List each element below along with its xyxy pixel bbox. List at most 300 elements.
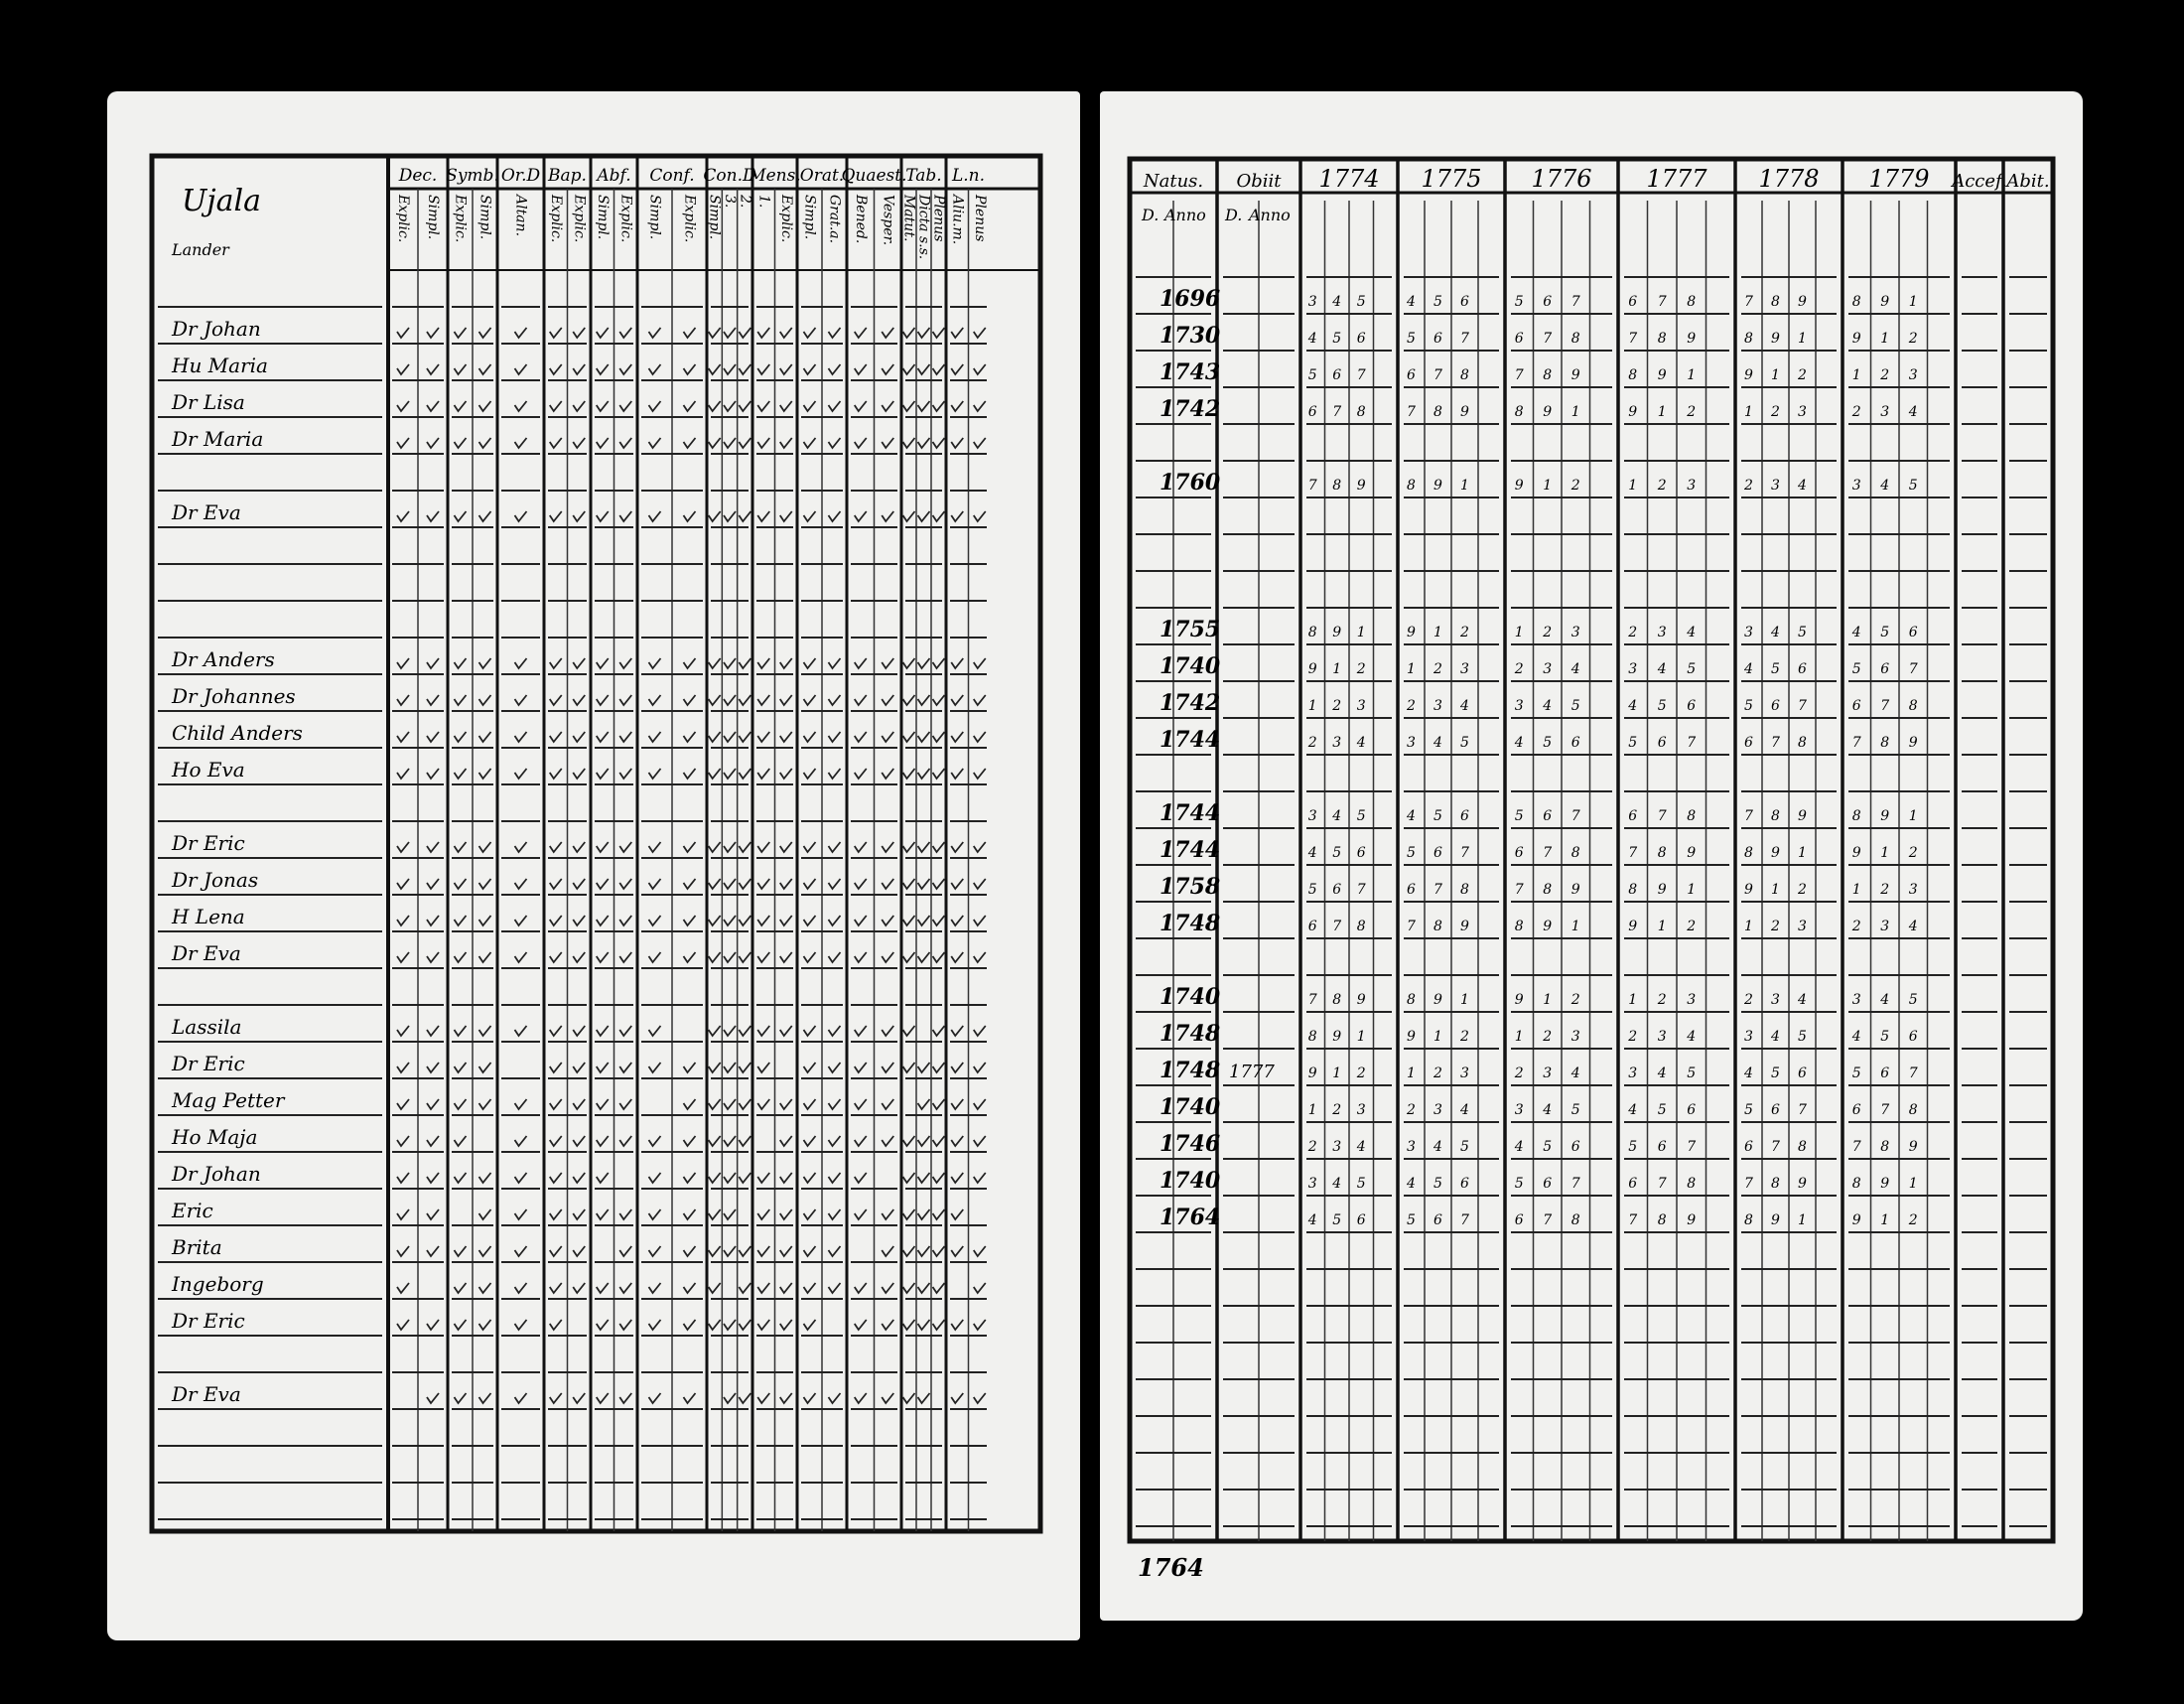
period-figure: 2 (1687, 919, 1697, 934)
tally-mark (427, 1173, 439, 1183)
period-figure: 3 (1433, 698, 1442, 714)
period-figure: 7 (1460, 331, 1469, 347)
period-figure: 8 (1628, 882, 1638, 898)
tally-mark (780, 732, 792, 742)
period-figure: 5 (1570, 698, 1580, 714)
tally-mark (597, 364, 609, 374)
tally-mark (724, 1026, 736, 1036)
tally-mark (479, 842, 491, 852)
tally-mark (455, 1099, 467, 1109)
period-figure: 2 (1628, 1029, 1638, 1045)
period-figure: 3 (1433, 1102, 1442, 1118)
tally-mark (455, 511, 467, 521)
tally-mark (882, 1209, 893, 1219)
tally-mark (619, 952, 631, 962)
tally-mark (757, 1063, 769, 1072)
period-figure: 3 (1514, 698, 1524, 714)
tally-mark (951, 916, 963, 925)
period-figure: 3 (1407, 1139, 1416, 1155)
tally-mark (597, 328, 609, 338)
person-name: Ho Eva (172, 758, 245, 781)
period-figure: 9 (1543, 404, 1553, 420)
tally-mark (951, 401, 963, 411)
tally-mark (649, 328, 661, 338)
period-figure: 3 (1307, 808, 1317, 824)
period-figure: 1 (1433, 625, 1442, 640)
tally-mark (455, 401, 467, 411)
period-figure: 7 (1744, 1176, 1753, 1192)
period-figure: 4 (1628, 1102, 1638, 1118)
period-figure: 7 (1514, 882, 1524, 898)
tally-mark (427, 1063, 439, 1072)
tally-mark (780, 879, 792, 889)
tally-mark (619, 1320, 631, 1330)
period-figure: 5 (1798, 625, 1807, 640)
tally-mark (550, 1320, 562, 1330)
tally-mark (882, 438, 893, 448)
tally-mark (804, 769, 816, 779)
tally-mark (951, 511, 963, 521)
tally-mark (855, 1026, 867, 1036)
tally-mark (933, 769, 945, 779)
period-figure: 1 (1657, 404, 1667, 420)
period-figure: 3 (1514, 1102, 1524, 1118)
period-figure: 1 (1798, 1212, 1807, 1228)
period-figure: 9 (1433, 478, 1442, 494)
period-figure: 4 (1332, 808, 1342, 824)
period-figure: 1 (1407, 1065, 1416, 1081)
header-sub-label: Altan. (512, 195, 529, 237)
tally-mark (515, 328, 527, 338)
period-figure: 2 (1687, 404, 1697, 420)
period-figure: 5 (1657, 1102, 1667, 1118)
tally-mark (515, 842, 527, 852)
period-figure: 7 (1880, 1102, 1890, 1118)
tally-mark (427, 1099, 439, 1109)
tally-mark (804, 952, 816, 962)
tally-mark (427, 695, 439, 705)
period-figure: 6 (1657, 1139, 1667, 1155)
person-name: Dr Anders (172, 647, 275, 671)
period-figure: 1 (1908, 294, 1918, 310)
period-figure: 9 (1407, 1029, 1416, 1045)
tally-mark (724, 1209, 736, 1219)
tally-mark (804, 1283, 816, 1293)
period-figure: 9 (1798, 294, 1807, 310)
period-figure: 7 (1908, 1065, 1918, 1081)
tally-mark (684, 952, 696, 962)
tally-mark (757, 438, 769, 448)
period-figure: 4 (1851, 625, 1861, 640)
tally-mark (757, 401, 769, 411)
period-figure: 3 (1543, 1065, 1553, 1081)
tally-mark (933, 1320, 945, 1330)
period-figure: 8 (1433, 404, 1442, 420)
tally-mark (933, 1283, 945, 1293)
tally-mark (933, 916, 945, 925)
tally-mark (515, 952, 527, 962)
tally-mark (724, 1099, 736, 1109)
sub-header-label: D. (1225, 206, 1243, 224)
period-figure: 6 (1744, 1139, 1753, 1155)
tally-mark (780, 1209, 792, 1219)
tally-mark (780, 364, 792, 374)
tally-mark (619, 328, 631, 338)
header-top-label: 1779 (1868, 165, 1930, 193)
tally-mark (709, 401, 721, 411)
tally-mark (550, 769, 562, 779)
birth-year: 1744 (1160, 800, 1221, 826)
tally-mark (780, 1173, 792, 1183)
tally-mark (903, 1320, 915, 1330)
tally-mark (597, 1099, 609, 1109)
period-figure: 7 (1570, 294, 1580, 310)
tally-mark (804, 732, 816, 742)
period-figure: 2 (1908, 331, 1918, 347)
tally-mark (550, 658, 562, 668)
period-figure: 7 (1332, 919, 1342, 934)
period-figure: 3 (1798, 404, 1807, 420)
tally-mark (724, 1246, 736, 1256)
period-figure: 2 (1744, 478, 1753, 494)
tally-mark (479, 769, 491, 779)
tally-mark (882, 732, 893, 742)
period-figure: 2 (1332, 698, 1342, 714)
tally-mark (882, 916, 893, 925)
tally-mark (649, 1246, 661, 1256)
tally-mark (397, 511, 409, 521)
tally-mark (397, 658, 409, 668)
tally-mark (918, 401, 930, 411)
period-figure: 1 (1407, 661, 1416, 677)
period-figure: 3 (1908, 367, 1918, 383)
period-figure: 3 (1628, 661, 1638, 677)
tally-mark (619, 401, 631, 411)
period-figure: 8 (1407, 992, 1416, 1008)
tally-mark (918, 1063, 930, 1072)
tally-mark (757, 364, 769, 374)
tally-mark (757, 511, 769, 521)
tally-mark (918, 1393, 930, 1403)
tally-mark (397, 1136, 409, 1146)
period-figure: 9 (1771, 1212, 1780, 1228)
tally-mark (974, 1026, 986, 1036)
period-figure: 3 (1744, 625, 1753, 640)
tally-mark (397, 401, 409, 411)
tally-mark (855, 695, 867, 705)
period-figure: 3 (1460, 661, 1469, 677)
period-figure: 7 (1628, 845, 1638, 861)
tally-mark (757, 1026, 769, 1036)
tally-mark (780, 1099, 792, 1109)
tally-mark (739, 916, 751, 925)
tally-mark (427, 1026, 439, 1036)
tally-mark (479, 438, 491, 448)
tally-mark (550, 401, 562, 411)
period-figure: 5 (1798, 1029, 1807, 1045)
tally-mark (780, 438, 792, 448)
person-name: Dr Eva (172, 1382, 241, 1406)
tally-mark (918, 1099, 930, 1109)
header-top-label: Orat. (799, 166, 845, 186)
tally-mark (479, 364, 491, 374)
period-figure: 6 (1687, 1102, 1697, 1118)
period-figure: 4 (1687, 1029, 1697, 1045)
period-figure: 8 (1657, 331, 1667, 347)
period-figure: 1 (1356, 625, 1366, 640)
tally-mark (397, 952, 409, 962)
period-figure: 7 (1407, 404, 1416, 420)
period-figure: 9 (1356, 992, 1366, 1008)
tally-mark (903, 1026, 915, 1036)
parish-label: Ujala (182, 184, 261, 218)
period-figure: 2 (1851, 404, 1861, 420)
header-top-label: 1778 (1758, 165, 1820, 193)
period-figure: 7 (1543, 1212, 1553, 1228)
period-figure: 1 (1460, 478, 1469, 494)
tally-mark (903, 1393, 915, 1403)
header-sub-label: Simpl. (706, 195, 723, 240)
tally-mark (455, 879, 467, 889)
tally-mark (951, 769, 963, 779)
period-figure: 5 (1628, 1139, 1638, 1155)
period-figure: 9 (1356, 478, 1366, 494)
period-figure: 5 (1880, 625, 1890, 640)
tally-mark (550, 511, 562, 521)
tally-mark (649, 1320, 661, 1330)
header-sub-label: 1. (755, 195, 772, 209)
period-figure: 4 (1460, 698, 1469, 714)
period-figure: 6 (1570, 735, 1580, 751)
period-figure: 5 (1433, 1176, 1442, 1192)
tally-mark (597, 732, 609, 742)
tally-mark (974, 364, 986, 374)
period-figure: 7 (1460, 845, 1469, 861)
tally-mark (573, 1173, 585, 1183)
tally-mark (882, 842, 893, 852)
tally-mark (855, 952, 867, 962)
tally-mark (455, 1173, 467, 1183)
header-sub-label: Explic. (547, 195, 564, 243)
period-figure: 2 (1570, 478, 1580, 494)
period-figure: 7 (1657, 1176, 1667, 1192)
period-figure: 5 (1851, 1065, 1861, 1081)
tally-mark (550, 842, 562, 852)
tally-mark (933, 328, 945, 338)
tally-mark (455, 364, 467, 374)
tally-mark (397, 769, 409, 779)
period-figure: 9 (1851, 1212, 1861, 1228)
period-figure: 4 (1657, 661, 1667, 677)
period-figure: 9 (1628, 404, 1638, 420)
period-figure: 8 (1543, 367, 1553, 383)
header-top-label: 1777 (1646, 165, 1707, 193)
period-figure: 8 (1570, 845, 1580, 861)
period-figure: 1 (1570, 919, 1580, 934)
period-figure: 6 (1543, 1176, 1553, 1192)
birth-year: 1696 (1160, 286, 1221, 312)
tally-mark (479, 1099, 491, 1109)
tally-mark (709, 1026, 721, 1036)
tally-mark (974, 658, 986, 668)
period-figure: 7 (1570, 808, 1580, 824)
tally-mark (427, 732, 439, 742)
tally-mark (757, 1320, 769, 1330)
period-figure: 7 (1851, 735, 1861, 751)
tally-mark (573, 769, 585, 779)
tally-mark (649, 438, 661, 448)
tally-mark (597, 695, 609, 705)
tally-mark (550, 1026, 562, 1036)
period-figure: 6 (1657, 735, 1667, 751)
tally-mark (649, 879, 661, 889)
period-figure: 9 (1570, 367, 1580, 383)
tally-mark (709, 952, 721, 962)
tally-mark (933, 1063, 945, 1072)
period-figure: 4 (1657, 1065, 1667, 1081)
period-figure: 1 (1570, 404, 1580, 420)
tally-mark (903, 658, 915, 668)
birth-year: 1748 (1160, 911, 1221, 936)
header-top-label: 1774 (1318, 165, 1380, 193)
tally-mark (649, 1136, 661, 1146)
birth-year: 1740 (1160, 984, 1221, 1010)
tally-mark (619, 879, 631, 889)
tally-mark (597, 401, 609, 411)
tally-mark (619, 732, 631, 742)
header-top-label: Mens. (749, 166, 801, 186)
tally-mark (573, 1063, 585, 1072)
period-figure: 1 (1908, 808, 1918, 824)
tally-mark (780, 1283, 792, 1293)
tally-mark (550, 1063, 562, 1072)
tally-mark (684, 364, 696, 374)
tally-mark (855, 1393, 867, 1403)
period-figure: 8 (1908, 698, 1918, 714)
tally-mark (427, 879, 439, 889)
tally-mark (427, 1209, 439, 1219)
period-figure: 5 (1332, 1212, 1342, 1228)
tally-mark (829, 1099, 841, 1109)
tally-mark (550, 1173, 562, 1183)
tally-mark (951, 328, 963, 338)
tally-mark (709, 879, 721, 889)
tally-mark (597, 1209, 609, 1219)
tally-mark (855, 879, 867, 889)
period-figure: 1 (1332, 1065, 1342, 1081)
tally-mark (918, 1136, 930, 1146)
tally-mark (974, 511, 986, 521)
person-name: Eric (172, 1199, 213, 1222)
tally-mark (427, 438, 439, 448)
tally-mark (597, 1393, 609, 1403)
period-figure: 9 (1570, 882, 1580, 898)
period-figure: 2 (1880, 367, 1890, 383)
tally-mark (739, 952, 751, 962)
period-figure: 5 (1908, 992, 1918, 1008)
period-figure: 5 (1744, 698, 1753, 714)
tally-mark (515, 1393, 527, 1403)
period-figure: 6 (1798, 661, 1807, 677)
tally-mark (918, 658, 930, 668)
tally-mark (829, 732, 841, 742)
tally-mark (684, 769, 696, 779)
tally-mark (903, 364, 915, 374)
tally-mark (515, 658, 527, 668)
period-figure: 3 (1356, 1102, 1366, 1118)
period-figure: 8 (1771, 1176, 1780, 1192)
tally-mark (855, 364, 867, 374)
header-sub-label: Explic. (617, 195, 634, 243)
tally-mark (397, 1099, 409, 1109)
period-figure: 2 (1332, 1102, 1342, 1118)
tally-mark (427, 401, 439, 411)
tally-mark (455, 732, 467, 742)
period-figure: 4 (1908, 404, 1918, 420)
tally-mark (455, 952, 467, 962)
tally-mark (951, 695, 963, 705)
tally-mark (649, 1283, 661, 1293)
tally-mark (619, 1026, 631, 1036)
tally-mark (455, 1136, 467, 1146)
tally-mark (882, 1283, 893, 1293)
tally-mark (684, 401, 696, 411)
tally-mark (397, 1026, 409, 1036)
tally-mark (709, 1099, 721, 1109)
tally-mark (829, 1209, 841, 1219)
tally-mark (780, 511, 792, 521)
tally-mark (709, 1246, 721, 1256)
period-figure: 2 (1543, 1029, 1553, 1045)
tally-mark (739, 401, 751, 411)
tally-mark (649, 511, 661, 521)
birth-year: 1740 (1160, 1094, 1221, 1120)
tally-mark (515, 1320, 527, 1330)
tally-mark (649, 916, 661, 925)
tally-mark (918, 695, 930, 705)
period-figure: 7 (1798, 698, 1807, 714)
period-figure: 6 (1433, 1212, 1442, 1228)
tally-mark (882, 658, 893, 668)
tally-mark (933, 1026, 945, 1036)
tally-mark (597, 438, 609, 448)
tally-mark (804, 1246, 816, 1256)
period-figure: 7 (1433, 882, 1442, 898)
tally-mark (951, 1246, 963, 1256)
period-figure: 7 (1356, 882, 1366, 898)
period-figure: 8 (1744, 845, 1753, 861)
period-figure: 6 (1908, 1029, 1918, 1045)
tally-mark (882, 401, 893, 411)
period-figure: 2 (1880, 882, 1890, 898)
tally-mark (427, 916, 439, 925)
tally-mark (804, 879, 816, 889)
period-figure: 4 (1514, 735, 1524, 751)
tally-mark (573, 438, 585, 448)
period-figure: 7 (1332, 404, 1342, 420)
period-figure: 6 (1307, 919, 1317, 934)
tally-mark (709, 769, 721, 779)
tally-mark (804, 1209, 816, 1219)
tally-mark (882, 1026, 893, 1036)
period-figure: 6 (1851, 698, 1861, 714)
tally-mark (933, 1173, 945, 1183)
period-figure: 7 (1356, 367, 1366, 383)
tally-mark (903, 952, 915, 962)
header-top-label: Natus. (1143, 171, 1204, 192)
period-figure: 2 (1744, 992, 1753, 1008)
period-figure: 4 (1514, 1139, 1524, 1155)
